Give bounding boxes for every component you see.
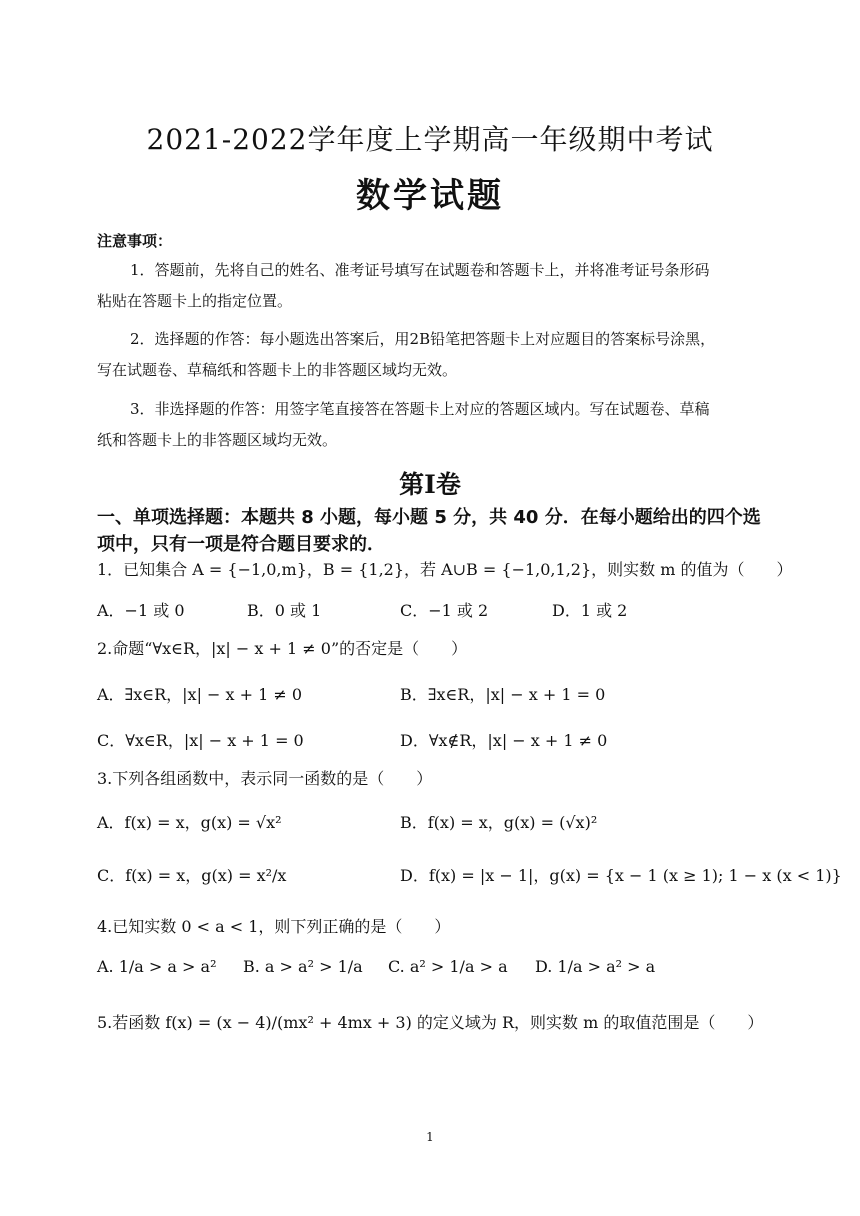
question-1-option-c: C．−1 或 2 [400,601,489,620]
question-5-stem: 5.若函数 f(x) = (x − 4)/(mx² + 4mx + 3) 的定义域为 R，则实数 m 的取值范围是（ ） [97,1013,764,1032]
question-2-stem: 2.命题“∀x∈R，|x| − x + 1 ≠ 0”的否定是（ ） [97,639,468,658]
question-4-option-d: D. 1/a > a² > a [535,957,656,976]
question-3-option-a: A．f(x) = x，g(x) = √x² [97,813,282,832]
notice-item-1-line1: 1．答题前，先将自己的姓名、准考证号填写在试题卷和答题卡上，并将准考证号条形码 [130,261,710,279]
exam-title: 2021-2022学年度上学期高一年级期中考试 [146,123,714,156]
notice-item-3-line2: 纸和答题卡上的非答题区域均无效。 [97,431,338,449]
subject-title: 数学试题 [356,176,504,216]
notice-item-1-line2: 粘贴在答题卡上的指定位置。 [97,292,293,310]
question-3-stem: 3.下列各组函数中，表示同一函数的是（ ） [97,769,433,788]
question-3-option-d: D．f(x) = |x − 1|，g(x) = {x − 1 (x ≥ 1); 1 − x (x < 1)} [400,866,842,885]
notice-item-2-line2: 写在试题卷、草稿纸和答题卡上的非答题区域均无效。 [97,361,458,379]
question-4-option-a: A. 1/a > a > a² [97,957,217,976]
notice-item-2-line1: 2．选择题的作答：每小题选出答案后，用2B铅笔把答题卡上对应题目的答案标号涂黑， [130,330,716,348]
notice-heading: 注意事项： [97,232,173,250]
question-2-option-a: A．∃x∈R，|x| − x + 1 ≠ 0 [97,685,303,704]
question-1-option-a: A．−1 或 0 [97,601,185,620]
question-3-option-c: C．f(x) = x，g(x) = x²/x [97,866,287,885]
section-heading-line1: 一、单项选择题：本题共 8 小题，每小题 5 分，共 40 分．在每小题给出的四个选 [97,507,761,528]
question-3-option-b: B．f(x) = x，g(x) = (√x)² [400,813,598,832]
question-2-option-b: B．∃x∈R，|x| − x + 1 = 0 [400,685,606,704]
section-heading-line2: 项中，只有一项是符合题目要求的． [97,534,385,555]
notice-item-3-line1: 3．非选择题的作答：用签字笔直接答在答题卡上对应的答题区域内。写在试题卷、草稿 [130,400,710,418]
question-2-option-c: C．∀x∈R，|x| − x + 1 = 0 [97,731,304,750]
question-1-stem: 1．已知集合 A = {−1,0,m}，B = {1,2}，若 A∪B = {−1,0,1,2}，则实数 m 的值为（ ） [97,560,793,579]
question-4-stem: 4.已知实数 0 < a < 1，则下列正确的是（ ） [97,917,451,936]
question-2-option-d: D．∀x∉R，|x| − x + 1 ≠ 0 [400,731,608,750]
question-1-option-d: D．1 或 2 [552,601,628,620]
question-4-option-c: C. a² > 1/a > a [388,957,508,976]
question-1-option-b: B．0 或 1 [247,601,322,620]
question-4-option-b: B. a > a² > 1/a [243,957,363,976]
volume-heading: 第Ⅰ卷 [399,470,461,499]
page-number: 1 [426,1130,434,1144]
